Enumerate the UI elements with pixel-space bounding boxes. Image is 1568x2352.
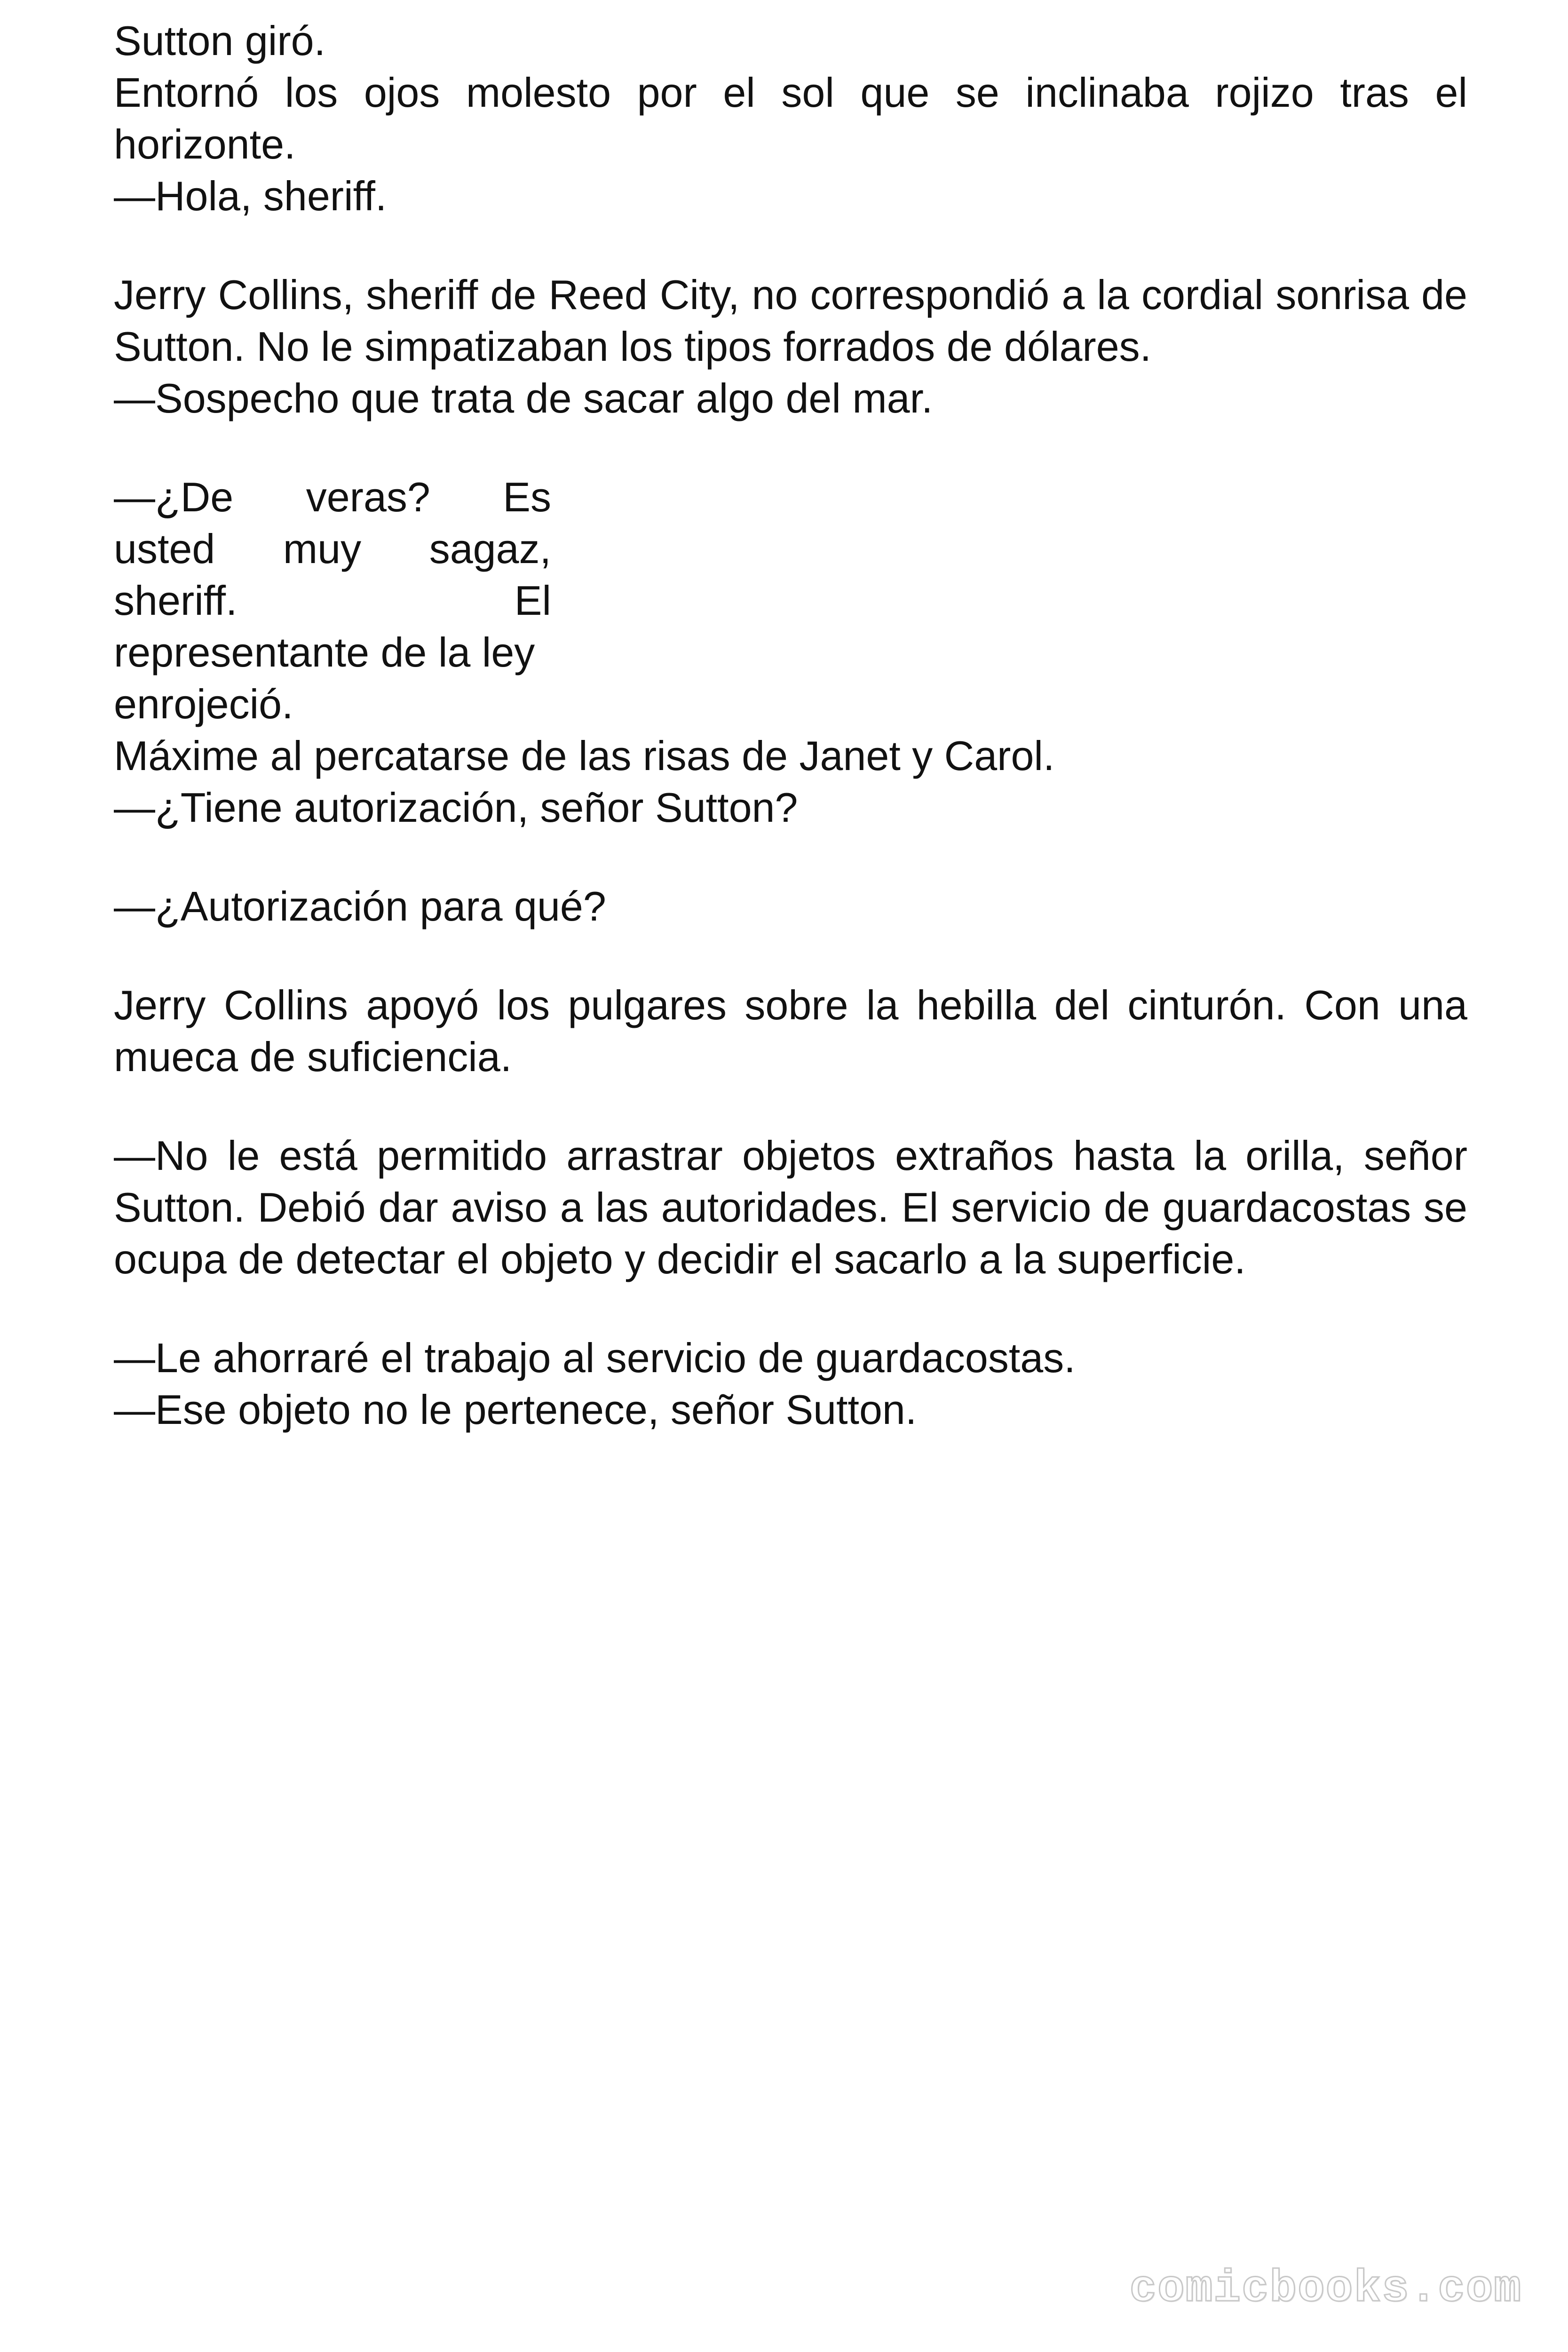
paragraph: Entornó los ojos molesto por el sol que se inclinaba rojizo tras el horizonte. bbox=[114, 69, 1467, 167]
paragraph: Máxime al percatarse de las risas de Janet y Carol. bbox=[114, 732, 1055, 779]
narrow-line: sheriff. El bbox=[114, 577, 551, 624]
dialogue-line: —Le ahorraré el trabajo al servicio de guardacostas. bbox=[114, 1335, 1076, 1381]
dialogue-line: —No le está permitido arrastrar objetos extraños hasta la orilla, señor Sutton. Debió dar aviso a las autoridades. El servicio de guardacostas se ocupa de detectar el objeto y decidir el sacarlo a la superficie. bbox=[114, 1132, 1467, 1282]
watermark: comicbooks.com bbox=[1129, 2263, 1522, 2314]
dialogue-line: —Hola, sheriff. bbox=[114, 173, 387, 219]
dialogue-line: —¿Autorización para qué? bbox=[114, 883, 606, 930]
narrow-line: enrojeció. bbox=[114, 681, 293, 727]
narrow-line: usted muy sagaz, bbox=[114, 525, 551, 572]
paragraph: Jerry Collins apoyó los pulgares sobre la hebilla del cinturón. Con una mueca de suficiencia. bbox=[114, 982, 1467, 1080]
dialogue-line: —¿Tiene autorización, señor Sutton? bbox=[114, 784, 798, 831]
narrow-line: representante de la ley bbox=[114, 629, 535, 675]
paragraph: Jerry Collins, sheriff de Reed City, no correspondió a la cordial sonrisa de Sutton. No le simpatizaban los tipos forrados de dólares. bbox=[114, 271, 1467, 370]
narrow-paragraph bbox=[114, 471, 551, 730]
dialogue-line: —Ese objeto no le pertenece, señor Sutton. bbox=[114, 1386, 917, 1433]
page-text bbox=[114, 15, 1467, 1436]
dialogue-line: —Sospecho que trata de sacar algo del mar. bbox=[114, 375, 933, 421]
paragraph: Sutton giró. bbox=[114, 17, 326, 64]
narrow-line: —¿De veras? Es bbox=[114, 474, 551, 520]
